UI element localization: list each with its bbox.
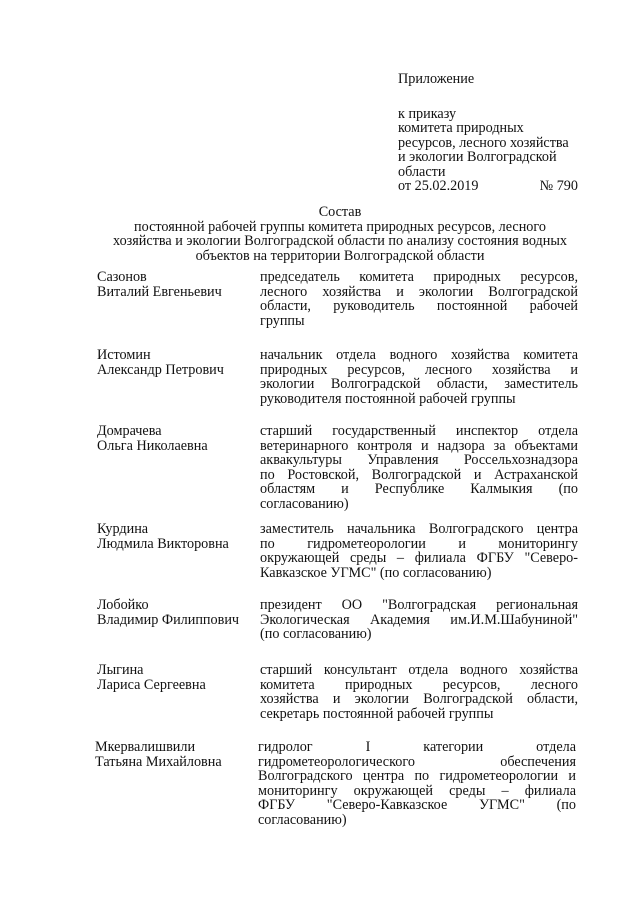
role-line: мониторингу окружающей среды – филиала: [258, 782, 576, 799]
member-name: [97, 348, 257, 377]
role-line: окружающей среды – филиала ФГБУ "Северо-: [260, 550, 578, 566]
role-line: Волгоградского центра по гидрометеорологии и: [258, 768, 576, 784]
member-surname: Лыгина: [97, 662, 144, 678]
member-role: [260, 663, 578, 721]
role-line: области, руководитель постоянной рабочей: [260, 298, 578, 314]
role-line: Кавказское УГМС" (по согласованию): [260, 564, 492, 581]
heading-title: Состав: [318, 204, 362, 220]
role-line: старший консультант отдела водного хозяйства: [260, 662, 578, 678]
role-line: областям и Республике Калмыкия (по: [260, 481, 578, 497]
member-role: [260, 598, 578, 642]
appendix-ref-line: области: [398, 163, 446, 180]
role-line: (по согласованию): [260, 626, 372, 642]
role-line: гидролог I категории отдела: [258, 739, 576, 755]
heading-line: постоянной рабочей группы комитета природных ресурсов, лесного: [134, 218, 546, 235]
member-surname: Лобойко: [97, 597, 149, 613]
member-name: [97, 522, 257, 551]
role-line: группы: [260, 312, 305, 329]
member-surname: Домрачева: [97, 423, 162, 439]
appendix-ref-line: и экологии Волгоградской: [398, 149, 557, 165]
member-surname: Мкервалишвили: [95, 739, 196, 755]
role-line: Экологическая Академия им.И.М.Шабуниной": [260, 611, 578, 628]
member-surname: Истомин: [97, 347, 151, 363]
role-line: лесного хозяйства и экологии Волгоградской: [260, 283, 578, 300]
member-surname: Сазонов: [97, 269, 147, 285]
order-number: № 790: [539, 178, 578, 194]
role-line: президент ОО "Волгоградская региональная: [260, 597, 578, 613]
role-line: руководителя постоянной рабочей группы: [260, 390, 516, 407]
member-name: [97, 598, 257, 627]
role-line: ветеринарного контроля и надзора за объектами: [260, 437, 578, 454]
appendix-ref-line: к приказу: [398, 105, 457, 122]
role-line: заместитель начальника Волгоградского центра: [260, 521, 578, 537]
member-role: [260, 348, 578, 406]
role-line: природных ресурсов, лесного хозяйства и: [260, 361, 578, 378]
member-given-name: Лариса Сергеевна: [97, 676, 206, 693]
heading-line: объектов на территории Волгоградской области: [195, 247, 485, 264]
member-surname: Курдина: [97, 521, 149, 537]
heading-line: хозяйства и экологии Волгоградской области по анализу состояния водных: [113, 233, 567, 249]
role-line: гидрометеорологического обеспечения: [258, 753, 576, 770]
member-name: [97, 270, 257, 299]
role-line: экологии Волгоградской области, заместитель: [260, 376, 578, 392]
role-line: по Ростовской, Волгоградской и Астраханской: [260, 466, 578, 483]
role-line: согласованию): [258, 811, 347, 828]
role-line: председатель комитета природных ресурсов,: [260, 269, 578, 285]
member-role: [260, 522, 578, 580]
member-role: [260, 270, 578, 328]
appendix-ref-line: комитета природных: [398, 120, 524, 136]
appendix-title: Приложение: [398, 71, 475, 87]
member-given-name: Виталий Евгеньевич: [97, 283, 222, 300]
document-heading: [70, 205, 610, 263]
role-line: согласованию): [260, 495, 349, 512]
role-line: комитета природных ресурсов, лесного: [260, 676, 578, 693]
member-name: [95, 740, 255, 769]
order-date-number: [398, 179, 578, 194]
role-line: начальник отдела водного хозяйства комитета: [260, 347, 578, 363]
appendix-ref-line: ресурсов, лесного хозяйства: [398, 134, 569, 151]
member-given-name: Владимир Филиппович: [97, 611, 240, 628]
role-line: секретарь постоянной рабочей группы: [260, 705, 494, 722]
role-line: хозяйства и экологии Волгоградской области,: [260, 691, 578, 707]
role-line: ФГБУ "Северо-Кавказское УГМС" (по: [258, 797, 576, 813]
role-line: по гидрометеорологии и мониторингу: [260, 535, 578, 552]
appendix-block: [398, 72, 598, 194]
member-role: [260, 424, 578, 511]
order-date: от 25.02.2019: [398, 178, 479, 194]
member-role: [258, 740, 576, 827]
member-name: [97, 424, 257, 453]
member-given-name: Ольга Николаевна: [97, 437, 208, 454]
member-name: [97, 663, 257, 692]
member-given-name: Людмила Викторовна: [97, 535, 229, 552]
role-line: аквакультуры Управления Россельхознадзора: [260, 452, 578, 468]
role-line: старший государственный инспектор отдела: [260, 423, 578, 439]
member-given-name: Александр Петрович: [97, 361, 224, 378]
member-given-name: Татьяна Михайловна: [95, 753, 222, 770]
